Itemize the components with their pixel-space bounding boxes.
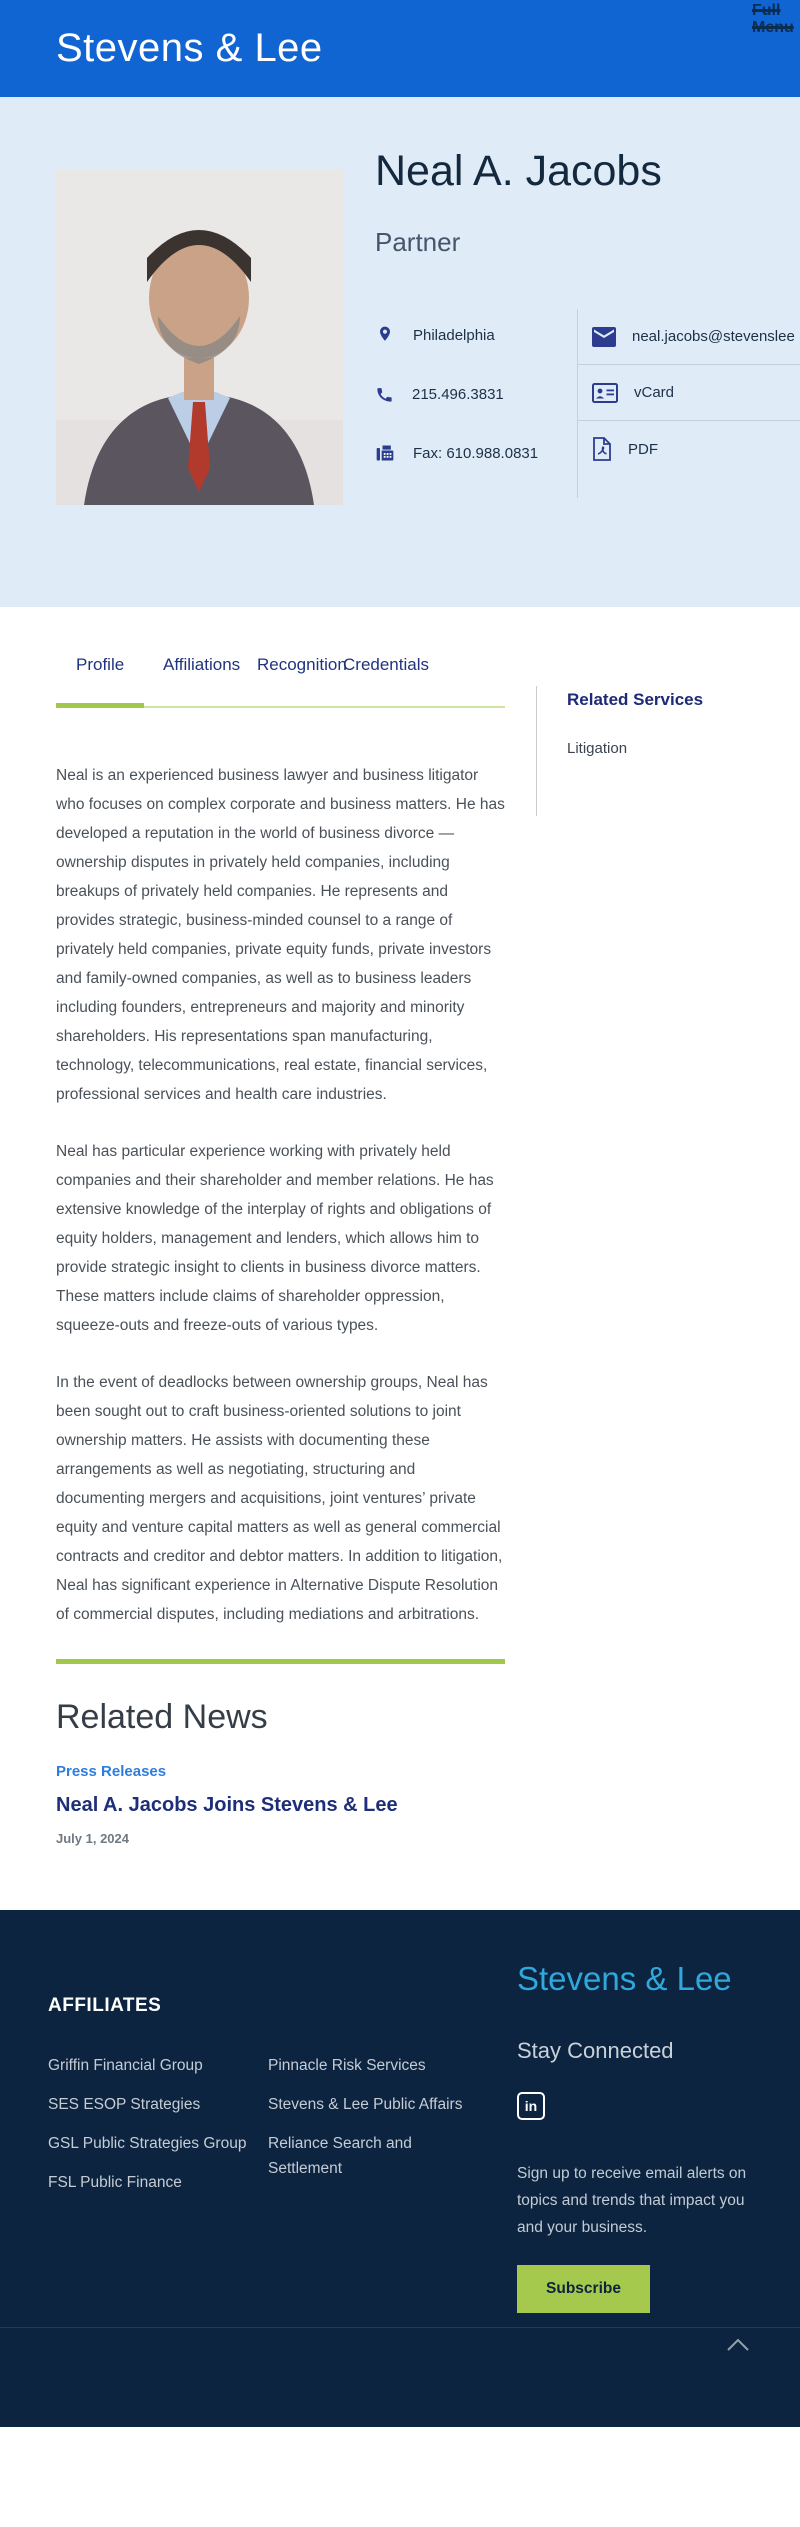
location-pin-icon	[375, 325, 395, 345]
hamburger-menu-icon: Full	[752, 2, 781, 19]
contact-location	[375, 321, 577, 349]
main-content	[0, 607, 800, 1910]
signup-text: Sign up to receive email alerts on topics and trends that impact you and your business.	[517, 2165, 747, 2236]
contact-info-block	[375, 309, 800, 498]
envelope-icon	[592, 327, 616, 347]
vcard-icon	[592, 383, 618, 403]
phone-number: 215.496.3831	[412, 385, 504, 403]
tab-profile[interactable]: Profile	[76, 655, 125, 674]
affiliate-link-public-affairs[interactable]: Stevens & Lee Public Affairs	[268, 2096, 463, 2113]
news-category-link[interactable]: Press Releases	[56, 1763, 167, 1780]
affiliates-column-1	[48, 2053, 268, 2209]
tab-credentials[interactable]: Credentials	[343, 655, 429, 674]
affiliates-column-2	[268, 2053, 468, 2209]
affiliate-link-pinnacle[interactable]: Pinnacle Risk Services	[268, 2057, 426, 2074]
contact-left-column	[375, 309, 577, 498]
full-menu-button[interactable]	[752, 2, 800, 36]
subscribe-button[interactable]: Subscribe	[517, 2265, 650, 2313]
attorney-hero	[0, 97, 800, 607]
contact-phone[interactable]	[375, 380, 577, 408]
phone-icon	[375, 385, 394, 404]
footer-connect	[517, 1910, 800, 2313]
affiliate-link-reliance[interactable]: Reliance Search and Settlement	[268, 2135, 412, 2177]
profile-main-column	[56, 607, 505, 1910]
affiliate-link-griffin[interactable]: Griffin Financial Group	[48, 2057, 203, 2074]
tab-affiliations[interactable]: Affiliations	[163, 655, 241, 674]
office-location[interactable]: Philadelphia	[413, 326, 495, 344]
back-to-top-chevron-icon[interactable]	[726, 2338, 750, 2352]
profile-bio	[56, 761, 505, 1629]
pdf-link[interactable]	[578, 421, 800, 477]
contact-right-column	[578, 309, 800, 498]
email-address: neal.jacobs@stevenslee	[632, 328, 795, 345]
stay-connected-heading: Stay Connected	[517, 2038, 674, 2063]
news-date: July 1, 2024	[56, 1831, 129, 1846]
related-news-heading: Related News	[56, 1698, 268, 1736]
attorney-headshot-photo	[56, 170, 343, 505]
section-divider	[56, 1659, 505, 1664]
related-services-sidebar	[536, 686, 751, 816]
tab-underline	[56, 703, 505, 709]
bio-paragraph: Neal is an experienced business lawyer and business litigator who focuses on complex corporate and business matters. He has developed a reputation in the world of business divorce — ownership disputes in privately held companies, including breakups of privately held companies. He represents and provides strategic, business-minded counsel to a range of privately held companies, private equity funds, private investors and family-owned companies, as well as to business leaders including founders, entrepreneurs and majority and minority shareholders. His representations span manufacturing, technology, telecommunications, real estate, financial services, professional services and health care industries.	[56, 767, 505, 1103]
affiliate-link-ses-esop[interactable]: SES ESOP Strategies	[48, 2096, 201, 2113]
vcard-link[interactable]	[578, 365, 800, 421]
affiliate-link-fsl[interactable]: FSL Public Finance	[48, 2174, 182, 2191]
bio-paragraph: In the event of deadlocks between ownership groups, Neal has been sought out to craft business-oriented solutions to joint ownership matters. He assists with documenting these arrangements as well as negotiating, structuring and documenting mergers and acquisitions, joint ventures’ private equity and venture capital matters as well as general commercial contracts and creditor and debtor matters. In addition to litigation, Neal has significant experience in Alternative Dispute Resolution of commercial disputes, including mediations and arbitrations.	[56, 1374, 503, 1623]
fax-number: Fax: 610.988.0831	[413, 444, 539, 462]
fax-icon	[375, 443, 395, 463]
footer-bottom-bar	[0, 2327, 800, 2427]
bio-paragraph: Neal has particular experience working with privately held companies and their shareholder and member relations. He has extensive knowledge of the interplay of rights and obligations of equity holders, management and lenders, which allows him to provide strategic insight to clients in business divorce matters. These matters include claims of shareholder oppression, squeeze-outs and freeze-outs of various types.	[56, 1143, 494, 1334]
footer-content	[48, 1910, 800, 2313]
contact-fax	[375, 439, 577, 467]
site-logo[interactable]: Stevens & Lee	[56, 26, 323, 70]
full-menu-label: Menu	[752, 19, 794, 36]
attorney-job-title: Partner	[375, 227, 461, 257]
site-footer	[0, 1910, 800, 2427]
email-link[interactable]	[578, 309, 800, 365]
news-article-link[interactable]: Neal A. Jacobs Joins Stevens & Lee	[56, 1794, 398, 1816]
related-services-heading: Related Services	[567, 690, 704, 709]
affiliates-heading: AFFILIATES	[48, 1995, 162, 2016]
affiliate-link-gsl[interactable]: GSL Public Strategies Group	[48, 2135, 247, 2152]
active-tab-indicator	[56, 703, 144, 708]
vcard-label: vCard	[634, 384, 675, 401]
footer-affiliates	[48, 1910, 517, 2313]
site-header	[0, 0, 800, 97]
tab-recognition[interactable]: Recognition	[257, 655, 347, 674]
affiliates-columns	[48, 2053, 517, 2209]
footer-logo[interactable]: Stevens & Lee	[517, 1960, 732, 1997]
pdf-label: PDF	[628, 440, 658, 458]
attorney-name: Neal A. Jacobs	[375, 147, 662, 195]
linkedin-icon[interactable]: in	[517, 2092, 545, 2120]
tab-baseline	[144, 706, 505, 708]
profile-tabs	[56, 655, 505, 685]
pdf-icon	[592, 437, 612, 461]
related-service-litigation[interactable]: Litigation	[567, 740, 628, 757]
